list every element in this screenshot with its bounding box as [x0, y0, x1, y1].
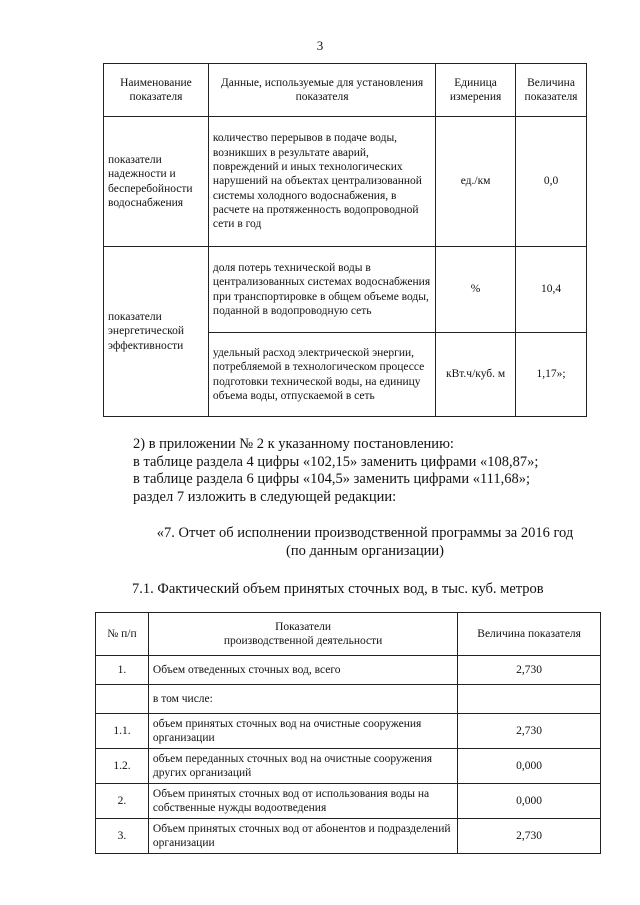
wastewater-table — [95, 612, 601, 854]
unit-cell: кВт.ч/куб. м — [436, 333, 516, 417]
amendments-paragraph — [133, 436, 538, 506]
column-header-line: производственной деятельности — [223, 635, 383, 647]
value-cell: 1,17»; — [516, 333, 587, 417]
indicators-table — [103, 63, 587, 417]
table-row — [104, 117, 587, 247]
table-row — [96, 685, 601, 714]
row-value: 0,000 — [458, 784, 601, 819]
row-name: Объем принятых сточных вод от использования воды на собственные нужды водоотведения — [148, 784, 457, 819]
row-number: 1.2. — [96, 749, 149, 784]
value-cell: 10,4 — [516, 247, 587, 333]
column-header: Наименование показателя — [104, 64, 209, 117]
section-title: 7.1. Фактический объем принятых сточных вод, в тыс. куб. метров — [132, 581, 544, 597]
amendment-line: в таблице раздела 4 цифры «102,15» заменить цифрами «108,87»; — [133, 453, 539, 470]
unit-cell: % — [436, 247, 516, 333]
page-number: 3 — [316, 38, 324, 53]
amendment-line: 2) в приложении № 2 к указанному постановлению: — [133, 436, 454, 452]
report-title-line: (по данным организации) — [285, 543, 444, 559]
indicator-cell: показатели энергетической эффективности — [104, 247, 209, 417]
description-cell: доля потерь технической воды в централизованных системах водоснабжения при транспортировке в общем объеме воды, поданной в водопроводную сеть — [208, 247, 435, 333]
indicator-cell: показатели надежности и бесперебойности водоснабжения — [104, 117, 209, 247]
row-value: 2,730 — [458, 819, 601, 854]
table-row — [96, 656, 601, 685]
row-number: 3. — [96, 819, 149, 854]
table-row — [96, 819, 601, 854]
column-header: Величина показателя — [516, 64, 587, 117]
column-header: № п/п — [96, 613, 149, 656]
table-row — [96, 749, 601, 784]
table-row — [104, 247, 587, 333]
description-cell: количество перерывов в подаче воды, возникших в результате аварий, повреждений и иных технологических нарушений на объектах централизованной системы холодного водоснабжения, в расчете на протяженность водопроводной сети в год — [208, 117, 435, 247]
description-cell: удельный расход электрической энергии, потребляемой в технологическом процессе подготовки технической воды, на единицу объема воды, отпускаемой в сеть — [208, 333, 435, 417]
row-name: Объем принятых сточных вод от абонентов и подразделений организации — [148, 819, 457, 854]
table-row — [96, 784, 601, 819]
row-number: 1. — [96, 656, 149, 685]
row-value: 0,000 — [458, 749, 601, 784]
row-value — [458, 685, 601, 714]
row-name: в том числе: — [148, 685, 457, 714]
column-header: Единица измерения — [436, 64, 516, 117]
row-number — [96, 685, 149, 714]
column-header — [148, 613, 457, 656]
column-header: Величина показателя — [458, 613, 601, 656]
unit-cell: ед./км — [436, 117, 516, 247]
row-number: 2. — [96, 784, 149, 819]
row-name: Объем отведенных сточных вод, всего — [148, 656, 457, 685]
row-value: 2,730 — [458, 656, 601, 685]
row-number: 1.1. — [96, 714, 149, 749]
table-header-row — [96, 613, 601, 656]
table-header-row — [104, 64, 587, 117]
amendment-line: раздел 7 изложить в следующей редакции: — [133, 488, 397, 505]
amendment-line: в таблице раздела 6 цифры «104,5» заменить цифрами «111,68»; — [133, 471, 531, 487]
row-name: объем переданных сточных вод на очистные сооружения других организаций — [148, 749, 457, 784]
column-header: Данные, используемые для установления показателя — [208, 64, 435, 117]
report-title-line: «7. Отчет об исполнении производственной программы за 2016 год — [156, 525, 574, 541]
value-cell: 0,0 — [516, 117, 587, 247]
table-row — [96, 714, 601, 749]
column-header-line: Показатели — [275, 621, 332, 633]
report-title — [140, 524, 590, 560]
row-name: объем принятых сточных вод на очистные сооружения организации — [148, 714, 457, 749]
row-value: 2,730 — [458, 714, 601, 749]
